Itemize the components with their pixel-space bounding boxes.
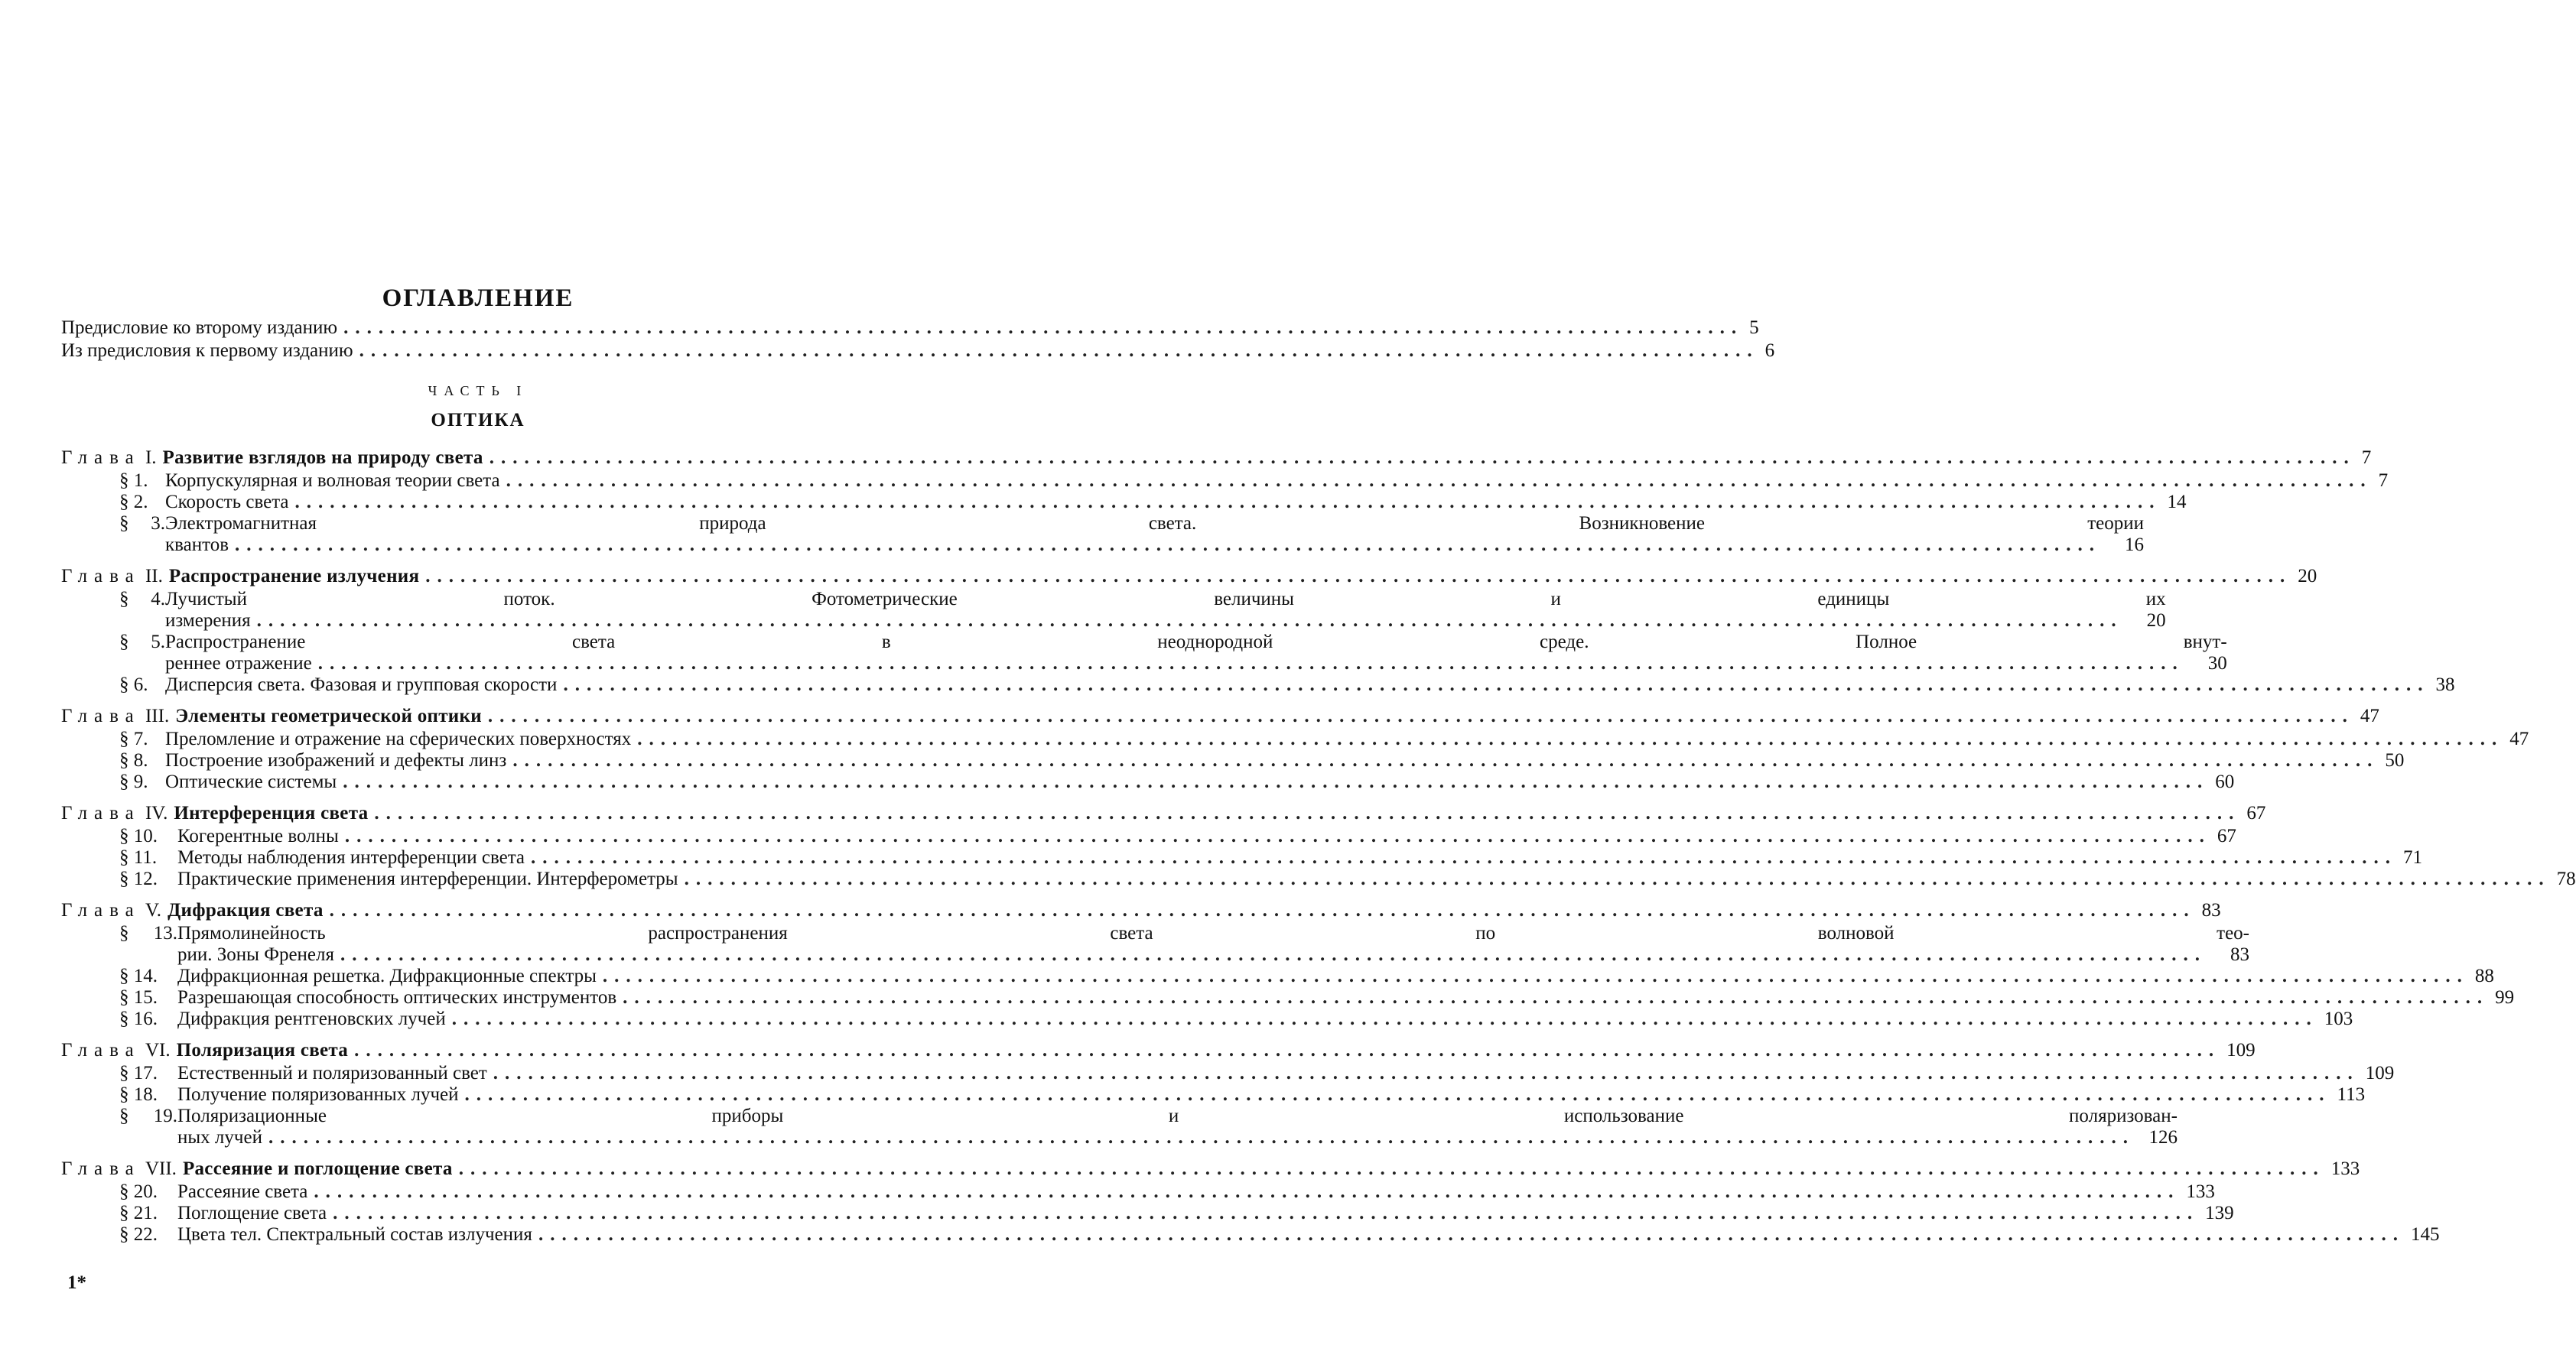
section-title: Преломление и отражение на сферических поверхностях bbox=[165, 729, 632, 749]
leader-dots: ........................................................................................................................ bbox=[359, 340, 1759, 361]
leader-dots: ................................................................................................................................................................ bbox=[314, 1181, 2181, 1202]
section-page: 126 bbox=[2148, 1127, 2178, 1148]
section-entry bbox=[61, 750, 2405, 772]
section-page: 113 bbox=[2337, 1084, 2366, 1105]
page-title: ОГЛАВЛЕНИЕ bbox=[382, 284, 574, 312]
chapter-page: 109 bbox=[2226, 1040, 2256, 1061]
section-heading bbox=[61, 966, 597, 987]
section-number: § 8. bbox=[119, 750, 148, 771]
section-title: Построение изображений и дефекты линз bbox=[165, 750, 507, 771]
chapter-title: Интерференция света bbox=[174, 803, 369, 824]
section-title-continuation: квантов bbox=[165, 534, 229, 555]
section-page: 78 bbox=[2556, 869, 2576, 889]
section-title: Оптические системы bbox=[165, 772, 337, 792]
section-number: § 14. bbox=[119, 966, 158, 986]
section-title: Разрешающая способность оптических инструментов bbox=[177, 987, 617, 1008]
signature-mark: 1* bbox=[67, 1272, 86, 1293]
section-number: § 13. bbox=[119, 923, 177, 944]
leader-dots: ................................................................................................................................................................ bbox=[344, 826, 2211, 846]
leader-dots: ................................................................................................................................................................ bbox=[333, 1203, 2200, 1223]
leader-dots: ................................................................................................................................................................ bbox=[458, 1158, 2325, 1179]
section-number: § 12. bbox=[119, 869, 158, 889]
section-first-line bbox=[61, 589, 2166, 610]
chapter-heading bbox=[61, 445, 483, 470]
section-entry bbox=[61, 987, 2515, 1009]
section-page: 16 bbox=[2125, 534, 2144, 555]
section-entry bbox=[61, 470, 2389, 492]
section-page: 88 bbox=[2474, 966, 2494, 986]
chapter-page: 47 bbox=[2360, 706, 2379, 726]
section-text-block bbox=[61, 1106, 2178, 1148]
section-heading bbox=[61, 772, 337, 793]
section-title: Методы наблюдения интерференции света bbox=[177, 847, 525, 868]
section-heading bbox=[61, 1009, 446, 1030]
section-number: § 15. bbox=[119, 987, 158, 1008]
section-heading bbox=[61, 750, 506, 772]
section-entry bbox=[61, 1224, 2440, 1246]
section-entry bbox=[61, 632, 2227, 674]
section-second-line bbox=[61, 944, 2249, 966]
section-entry bbox=[61, 826, 2236, 847]
section-page: 145 bbox=[2410, 1224, 2440, 1245]
chapter-label: Глава bbox=[61, 803, 141, 824]
section-title: Практические применения интерференции. Интерферометры bbox=[177, 869, 678, 889]
section-title: Скорость света bbox=[165, 492, 289, 512]
section-page: 103 bbox=[2324, 1009, 2353, 1029]
chapter-heading bbox=[61, 564, 419, 589]
section-number: § 16. bbox=[119, 1009, 158, 1029]
chapter-title: Дифракция света bbox=[168, 900, 324, 921]
section-page: 50 bbox=[2385, 750, 2405, 771]
section-entry bbox=[61, 772, 2235, 793]
section-heading bbox=[61, 1224, 532, 1246]
section-page: 7 bbox=[2378, 470, 2389, 491]
chapter-page: 67 bbox=[2246, 803, 2266, 824]
section-entry bbox=[61, 674, 2455, 696]
section-number: § 10. bbox=[119, 826, 158, 846]
section-number: § 19. bbox=[119, 1106, 177, 1126]
section-title-continuation: ных лучей bbox=[177, 1127, 262, 1148]
section-title: Цвета тел. Спектральный состав излучения bbox=[177, 1224, 532, 1245]
section-page: 133 bbox=[2186, 1181, 2215, 1202]
section-second-line bbox=[61, 610, 2166, 632]
section-heading bbox=[61, 1063, 487, 1084]
section-entry bbox=[61, 1181, 2215, 1203]
chapter-entry bbox=[61, 801, 2266, 826]
section-first-line bbox=[61, 1106, 2178, 1127]
chapter-label: Глава bbox=[61, 1040, 141, 1061]
section-page: 67 bbox=[2217, 826, 2236, 846]
section-title-continuation: реннее отражение bbox=[165, 653, 312, 674]
leader-dots: ................................................................................................................................................................ bbox=[340, 944, 2207, 965]
chapter-title: Поляризация света bbox=[176, 1040, 349, 1061]
part-label: ЧАСТЬ I bbox=[428, 383, 529, 398]
section-heading bbox=[61, 826, 339, 847]
section-heading bbox=[61, 869, 678, 890]
leader-dots: ................................................................................................................................................................ bbox=[317, 653, 2184, 674]
section-number: § 2. bbox=[119, 492, 148, 512]
leader-dots: ................................................................................................................................................................ bbox=[425, 566, 2292, 586]
section-title: Распространение света в неоднородной среде. Полное внут- bbox=[165, 632, 2227, 652]
section-entry bbox=[61, 923, 2250, 966]
leader-dots: ................................................................................................................................................................ bbox=[637, 729, 2504, 749]
chapter-entry bbox=[61, 703, 2379, 729]
section-heading bbox=[61, 847, 525, 869]
section-entry bbox=[61, 513, 2144, 556]
section-page: 20 bbox=[2146, 610, 2166, 631]
leader-dots: ................................................................................................................................................................ bbox=[294, 492, 2161, 512]
leader-dots: ................................................................................................................................................................ bbox=[684, 869, 2551, 889]
section-title-continuation: измерения bbox=[165, 610, 251, 631]
chapter-number: II. bbox=[145, 566, 163, 586]
section-page: 60 bbox=[2215, 772, 2235, 792]
chapter-entry bbox=[61, 564, 2317, 589]
leader-dots: ................................................................................................................................................................ bbox=[623, 987, 2490, 1008]
leader-dots: ................................................................................................................................................................ bbox=[354, 1040, 2221, 1061]
section-page: 83 bbox=[2230, 944, 2250, 965]
chapter-heading bbox=[61, 801, 368, 826]
leader-dots: ................................................................................................................................................................ bbox=[374, 803, 2241, 824]
chapter-number: VII. bbox=[145, 1158, 177, 1179]
chapter-heading bbox=[61, 703, 482, 729]
chapter-number: I. bbox=[145, 447, 157, 468]
chapter-page: 83 bbox=[2201, 900, 2221, 921]
section-number: § 18. bbox=[119, 1084, 158, 1105]
section-heading bbox=[61, 492, 289, 513]
chapter-heading bbox=[61, 898, 324, 923]
section-page: 109 bbox=[2365, 1063, 2395, 1083]
section-page: 47 bbox=[2509, 729, 2529, 749]
section-second-line bbox=[61, 534, 2144, 556]
section-number: § 9. bbox=[119, 772, 148, 792]
section-number: § 4. bbox=[119, 589, 165, 609]
section-second-line bbox=[61, 1127, 2178, 1148]
section-heading bbox=[61, 1084, 459, 1106]
leader-dots: ................................................................................................................................................................ bbox=[343, 772, 2210, 792]
leader-dots: ........................................................................................................................ bbox=[343, 317, 1744, 338]
leader-dots: ................................................................................................................................................................ bbox=[563, 674, 2430, 695]
section-text-block bbox=[61, 923, 2249, 966]
chapter-label: Глава bbox=[61, 566, 141, 586]
leader-dots: ................................................................................................................................................................ bbox=[451, 1009, 2318, 1029]
leader-dots: ................................................................................................................................................................ bbox=[538, 1224, 2405, 1245]
section-entry bbox=[61, 966, 2494, 987]
preface-entry-page: 5 bbox=[1749, 317, 1759, 338]
section-entry bbox=[61, 589, 2166, 632]
section-text-block bbox=[61, 632, 2227, 674]
section-page: 30 bbox=[2207, 653, 2227, 674]
section-first-line bbox=[61, 923, 2249, 944]
chapter-heading bbox=[61, 1038, 348, 1063]
section-first-line bbox=[61, 513, 2144, 534]
section-title-continuation: рии. Зоны Френеля bbox=[177, 944, 335, 965]
section-title: Дифракция рентгеновских лучей bbox=[177, 1009, 446, 1029]
leader-dots: ................................................................................................................................................................ bbox=[512, 750, 2379, 771]
leader-dots: ................................................................................................................................................................ bbox=[506, 470, 2373, 491]
section-page: 71 bbox=[2403, 847, 2423, 868]
chapter-entry bbox=[61, 898, 2221, 923]
chapter-entry bbox=[61, 1038, 2256, 1063]
chapter-label: Глава bbox=[61, 706, 141, 726]
section-number: § 11. bbox=[119, 847, 158, 868]
chapter-number: V. bbox=[145, 900, 162, 921]
chapter-title: Элементы геометрической оптики bbox=[175, 706, 482, 726]
preface-entry-text: Из предисловия к первому изданию bbox=[61, 340, 353, 361]
section-title: Поляризационные приборы и использование поляризован- bbox=[177, 1106, 2178, 1126]
chapter-label: Глава bbox=[61, 1158, 141, 1179]
section-page: 139 bbox=[2205, 1203, 2234, 1223]
leader-dots: ................................................................................................................................................................ bbox=[493, 1063, 2360, 1083]
chapter-number: III. bbox=[145, 706, 170, 726]
section-entry bbox=[61, 1203, 2234, 1224]
preface-entry-page: 6 bbox=[1764, 340, 1775, 361]
section-entry bbox=[61, 869, 2576, 890]
section-title: Поглощение света bbox=[177, 1203, 327, 1223]
section-heading bbox=[61, 729, 631, 750]
chapter-page: 20 bbox=[2298, 566, 2317, 586]
chapter-entry bbox=[61, 1156, 2360, 1181]
chapter-number: VI. bbox=[145, 1040, 171, 1061]
section-heading bbox=[61, 987, 616, 1009]
section-title: Рассеяние света bbox=[177, 1181, 308, 1202]
part-title: ОПТИКА bbox=[431, 410, 525, 430]
chapter-title: Развитие взглядов на природу света bbox=[162, 447, 483, 468]
section-number: § 7. bbox=[119, 729, 148, 749]
section-title: Получение поляризованных лучей bbox=[177, 1084, 459, 1105]
section-heading bbox=[61, 1181, 307, 1203]
section-entry bbox=[61, 1063, 2395, 1084]
chapter-title: Распространение излучения bbox=[168, 566, 420, 586]
section-number: § 5. bbox=[119, 632, 165, 652]
section-page: 14 bbox=[2167, 492, 2187, 512]
section-title: Прямолинейность распространения света по волновой тео- bbox=[177, 923, 2250, 944]
section-text-block bbox=[61, 513, 2144, 556]
chapter-label: Глава bbox=[61, 900, 141, 921]
section-page: 99 bbox=[2495, 987, 2515, 1008]
section-number: § 17. bbox=[119, 1063, 158, 1083]
section-page: 38 bbox=[2435, 674, 2455, 695]
preface-entry bbox=[61, 317, 1759, 340]
section-title: Дисперсия света. Фазовая и групповая скорости bbox=[165, 674, 558, 695]
table-of-contents bbox=[61, 280, 2576, 1246]
section-number: § 3. bbox=[119, 513, 165, 534]
section-number: § 22. bbox=[119, 1224, 158, 1245]
chapter-label: Глава bbox=[61, 447, 141, 468]
section-entry bbox=[61, 847, 2423, 869]
section-text-block bbox=[61, 589, 2166, 632]
section-title: Когерентные волны bbox=[177, 826, 339, 846]
leader-dots: ................................................................................................................................................................ bbox=[489, 447, 2356, 468]
section-title: Естественный и поляризованный свет bbox=[177, 1063, 487, 1083]
section-heading bbox=[61, 470, 500, 492]
chapter-page: 133 bbox=[2330, 1158, 2360, 1179]
section-title: Лучистый поток. Фотометрические величины и единицы их bbox=[165, 589, 2166, 609]
section-heading bbox=[61, 1203, 327, 1224]
preface-entry-text: Предисловие ко второму изданию bbox=[61, 317, 338, 338]
section-entry bbox=[61, 1009, 2353, 1030]
section-title: Корпускулярная и волновая теории света bbox=[165, 470, 500, 491]
section-number: § 20. bbox=[119, 1181, 158, 1202]
leader-dots: ................................................................................................................................................................ bbox=[329, 900, 2196, 921]
section-number: § 21. bbox=[119, 1203, 158, 1223]
section-heading bbox=[61, 674, 557, 696]
section-entry bbox=[61, 1084, 2366, 1106]
section-number: § 1. bbox=[119, 470, 148, 491]
chapter-entry bbox=[61, 445, 2372, 470]
leader-dots: ................................................................................................................................................................ bbox=[464, 1084, 2331, 1105]
leader-dots: ................................................................................................................................................................ bbox=[256, 610, 2123, 631]
chapter-number: IV. bbox=[145, 803, 168, 824]
preface-entry bbox=[61, 340, 1775, 362]
chapter-heading bbox=[61, 1156, 453, 1181]
section-entry bbox=[61, 729, 2529, 750]
chapter-list bbox=[61, 445, 2576, 1246]
section-title: Дифракционная решетка. Дифракционные спектры bbox=[177, 966, 597, 986]
section-entry bbox=[61, 492, 2187, 513]
section-first-line bbox=[61, 632, 2227, 653]
leader-dots: ................................................................................................................................................................ bbox=[487, 706, 2354, 726]
section-second-line bbox=[61, 653, 2227, 674]
section-title: Электромагнитная природа света. Возникновение теории bbox=[165, 513, 2144, 534]
leader-dots: ................................................................................................................................................................ bbox=[531, 847, 2398, 868]
chapter-page: 7 bbox=[2361, 447, 2372, 468]
leader-dots: ................................................................................................................................................................ bbox=[268, 1127, 2135, 1148]
section-number: § 6. bbox=[119, 674, 148, 695]
section-entry bbox=[61, 1106, 2178, 1148]
leader-dots: ................................................................................................................................................................ bbox=[602, 966, 2469, 986]
chapter-title: Рассеяние и поглощение света bbox=[182, 1158, 453, 1179]
leader-dots: ................................................................................................................................................................ bbox=[235, 534, 2101, 555]
